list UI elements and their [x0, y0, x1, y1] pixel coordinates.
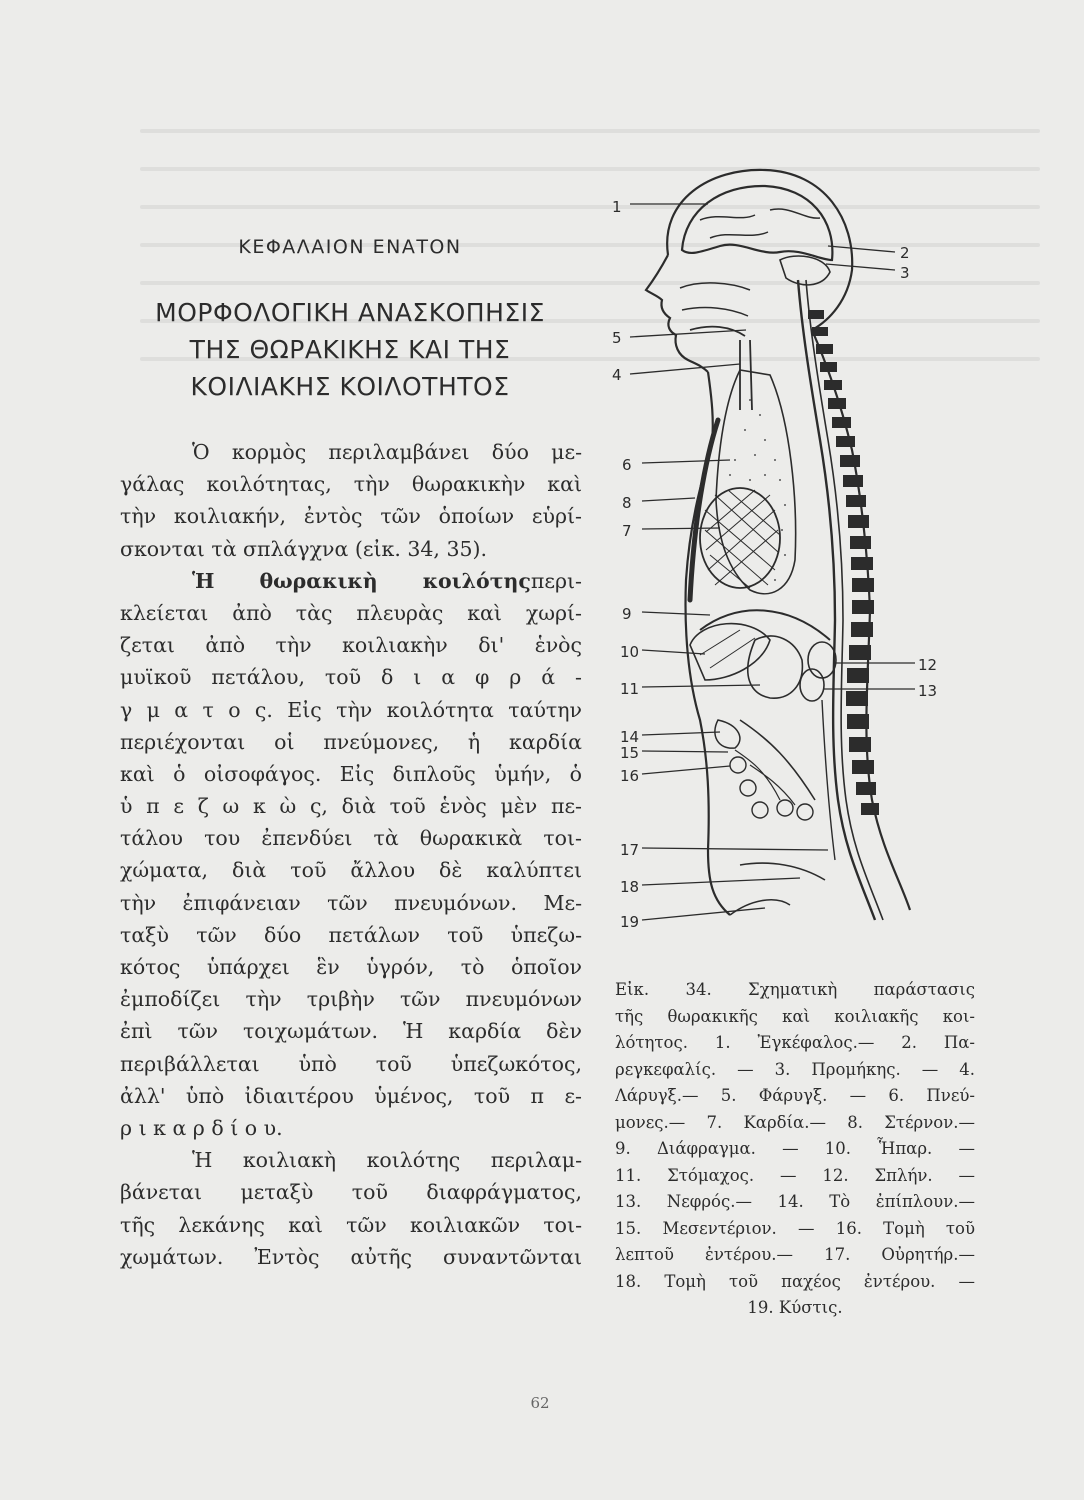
caption-line: 15. Μεσεντέριον. — 16. Τομὴ τοῦ — [615, 1218, 975, 1238]
figure-label-2: 2 — [900, 244, 910, 262]
vertebra — [852, 600, 874, 614]
brain-icon — [682, 186, 832, 260]
vertebra — [840, 455, 860, 467]
figure-label-12: 12 — [918, 656, 938, 674]
bold-heading: Ἡ θωρακικὴ κοιλότης — [192, 568, 531, 593]
caption-line: Λάρυγξ.— 5. Φάρυγξ. — 6. Πνεύ- — [615, 1086, 975, 1105]
body-line: ἀλλ' ὑπὸ ἰδιαιτέρου ὑμένος, τοῦ π ε- — [120, 1083, 582, 1108]
body-line: ταξὺ τῶν δύο πετάλων τοῦ ὑπεζω- — [120, 922, 582, 947]
vertebra — [812, 327, 828, 336]
body-line: χωμάτων. Ἐντὸς αὐτῆς συναντῶνται — [120, 1244, 582, 1269]
body-line: τῆς λεκάνης καὶ τῶν κοιλιακῶν τοι- — [120, 1212, 582, 1237]
chapter-heading: ΚΕΦΑΛΑΙΟΝ ΕΝΑΤΟΝ — [238, 236, 462, 258]
cerebellum-icon — [780, 256, 830, 285]
figure-label-4: 4 — [612, 366, 622, 384]
small-intestine-section — [752, 802, 768, 818]
small-intestine-section — [740, 780, 756, 796]
body-line: κλείεται ἀπὸ τὰς πλευρὰς καὶ χωρί- — [120, 600, 582, 625]
title-line: ΤΗΣ ΘΩΡΑΚΙΚΗΣ ΚΑΙ ΤΗΣ — [189, 335, 511, 364]
body-line: τὴν ἐπιφάνειαν τῶν πνευμόνων. Με- — [120, 890, 582, 915]
vertebra — [846, 691, 868, 706]
small-intestine-section — [777, 800, 793, 816]
page-number: 62 — [530, 1394, 550, 1412]
vertebra — [849, 737, 871, 752]
figure-label-9: 9 — [622, 605, 632, 623]
mesentery-icon — [740, 720, 815, 800]
figure-label-7: 7 — [622, 522, 632, 540]
body-line — [120, 565, 582, 597]
vertebra — [832, 417, 851, 428]
figure-label-14: 14 — [620, 728, 640, 746]
figure-label-18: 18 — [620, 878, 640, 896]
vertebra — [847, 714, 869, 729]
body-line: χώματα, διὰ τοῦ ἄλλου δὲ καλύπτει — [120, 858, 582, 883]
figure-label-1: 1 — [612, 198, 622, 216]
figure-label-6: 6 — [622, 456, 632, 474]
figure-label-8: 8 — [622, 494, 632, 512]
caption-line: τῆς θωρακικῆς καὶ κοιλιακῆς κοι- — [615, 1006, 975, 1026]
vertebra — [816, 344, 833, 354]
face-profile — [646, 255, 708, 372]
stomach-icon — [748, 636, 803, 698]
caption-line: 11. Στόμαχος. — 12. Σπλήν. — — [615, 1165, 975, 1185]
vertebra — [851, 622, 873, 637]
section-title — [120, 294, 580, 405]
figure-label-3: 3 — [900, 264, 910, 282]
vertebra — [843, 475, 863, 487]
anatomy-figure — [590, 160, 990, 960]
vertebra — [861, 803, 879, 815]
title-line: ΚΟΙΛΙΑΚΗΣ ΚΟΙΛΟΤΗΤΟΣ — [190, 372, 510, 401]
body-line: Ὁ κορμὸς περιλαμβάνει δύο με- — [192, 440, 582, 464]
vertebra — [848, 515, 869, 528]
back-outline — [812, 330, 910, 910]
caption-line: μονες.— 7. Καρδία.— 8. Στέρνον.— — [615, 1112, 975, 1132]
figure-label-15: 15 — [620, 744, 640, 762]
vertebra — [852, 578, 874, 592]
caption-line: λεπτοῦ ἐντέρου.— 17. Οὐρητήρ.— — [615, 1245, 975, 1264]
vertebra — [820, 362, 837, 372]
small-intestine-section — [730, 757, 746, 773]
vertebra — [824, 380, 842, 390]
brain-folds — [700, 209, 820, 238]
body-line: καὶ ὁ οἰσοφάγος. Εἰς διπλοῦς ὑμήν, ὁ — [120, 761, 582, 786]
body-text — [120, 436, 582, 1273]
body-line: κότος ὑπάρχει ἓν ὑγρόν, τὸ ὁποῖον — [120, 955, 582, 979]
body-line: τάλου του ἐπενδύει τὰ θωρακικὰ τοι- — [120, 826, 582, 851]
figure-label-17: 17 — [620, 841, 640, 859]
omentum-icon — [715, 720, 740, 748]
vertebra — [851, 557, 873, 570]
body-line: ἐπὶ τῶν τοιχωμάτων. Ἡ καρδία δὲν — [120, 1019, 582, 1044]
figure-label-11: 11 — [620, 680, 640, 698]
large-intestine-icon — [740, 863, 825, 880]
body-line: ὑ π ε ζ ω κ ὼ ς, διὰ τοῦ ἑνὸς μὲν πε- — [120, 794, 582, 819]
lung-icon — [716, 370, 796, 594]
body-line: γ μ α τ ο ς. Εἰς τὴν κοιλότητα ταύτην — [120, 697, 582, 722]
vertebra — [808, 310, 824, 319]
vertebra — [850, 536, 871, 549]
body-line: ρ ι κ α ρ δ ί ο υ. — [120, 1115, 283, 1140]
body-line: σκονται τὰ σπλάγχνα (εἰκ. 34, 35). — [120, 536, 488, 561]
caption-line: 9. Διάφραγμα. — 10. Ἧπαρ. — — [615, 1139, 975, 1158]
intestine-folds — [735, 750, 795, 805]
bladder-icon — [730, 900, 790, 915]
body-line: περιέχονται οἱ πνεύμονες, ἡ καρδία — [120, 729, 582, 754]
liver-hatch — [700, 630, 755, 668]
figure-label-10: 10 — [620, 643, 640, 661]
caption-line: λότητος. 1. Ἐγκέφαλος.— 2. Πα- — [615, 1033, 975, 1052]
caption-line: 13. Νεφρός.— 14. Τὸ ἐπίπλουν.— — [615, 1192, 975, 1211]
body-line: βάνεται μεταξὺ τοῦ διαφράγματος, — [120, 1180, 582, 1205]
body-line: ζεται ἀπὸ τὴν κοιλιακὴν δι' ἑνὸς — [120, 633, 582, 658]
body-line: γάλας κοιλότητας, τὴν θωρακικὴν καὶ — [120, 472, 582, 497]
liver-icon — [690, 624, 770, 680]
body-line: τὴν κοιλιακήν, ἐντὸς τῶν ὁποίων εὑρί- — [120, 504, 582, 529]
figure-label-16: 16 — [620, 767, 640, 785]
vertebra — [847, 668, 869, 683]
caption-line: 19. Κύστις. — [747, 1298, 843, 1317]
vertebra — [846, 495, 866, 507]
caption-line: Εἰκ. 34. Σχηματικὴ παράστασις — [615, 980, 975, 999]
figure-label-13: 13 — [918, 682, 938, 700]
nasal-cavity — [680, 283, 750, 316]
vertebra — [836, 436, 855, 447]
figure-label-19: 19 — [620, 913, 640, 931]
body-line: μυϊκοῦ πετάλου, τοῦ δ ι α φ ρ ά - — [120, 665, 582, 690]
body-line: περιβάλλεται ὑπὸ τοῦ ὑπεζωκότος, — [120, 1051, 582, 1076]
caption-line: 18. Τομὴ τοῦ παχέος ἐντέρου. — — [615, 1271, 975, 1291]
body-line: ἐμποδίζει τὴν τριβὴν τῶν πνευμόνων — [120, 987, 582, 1012]
spleen-icon — [808, 642, 836, 678]
vertebra — [849, 645, 871, 660]
vertebra — [852, 760, 874, 774]
body-line: Ἡ κοιλιακὴ κοιλότης περιλαμ- — [192, 1148, 582, 1173]
vertebra — [828, 398, 846, 409]
body-line-rest: περι- — [530, 568, 582, 593]
vertebra — [856, 782, 876, 795]
caption-line: ρεγκεφαλίς. — 3. Προμήκης. — 4. — [615, 1059, 975, 1079]
figure-caption — [615, 977, 975, 1322]
small-intestine-section — [797, 804, 813, 820]
figure-label-5: 5 — [612, 329, 622, 347]
title-line: ΜΟΡΦΟΛΟΓΙΚΗ ΑΝΑΣΚΟΠΗΣΙΣ — [155, 298, 545, 327]
